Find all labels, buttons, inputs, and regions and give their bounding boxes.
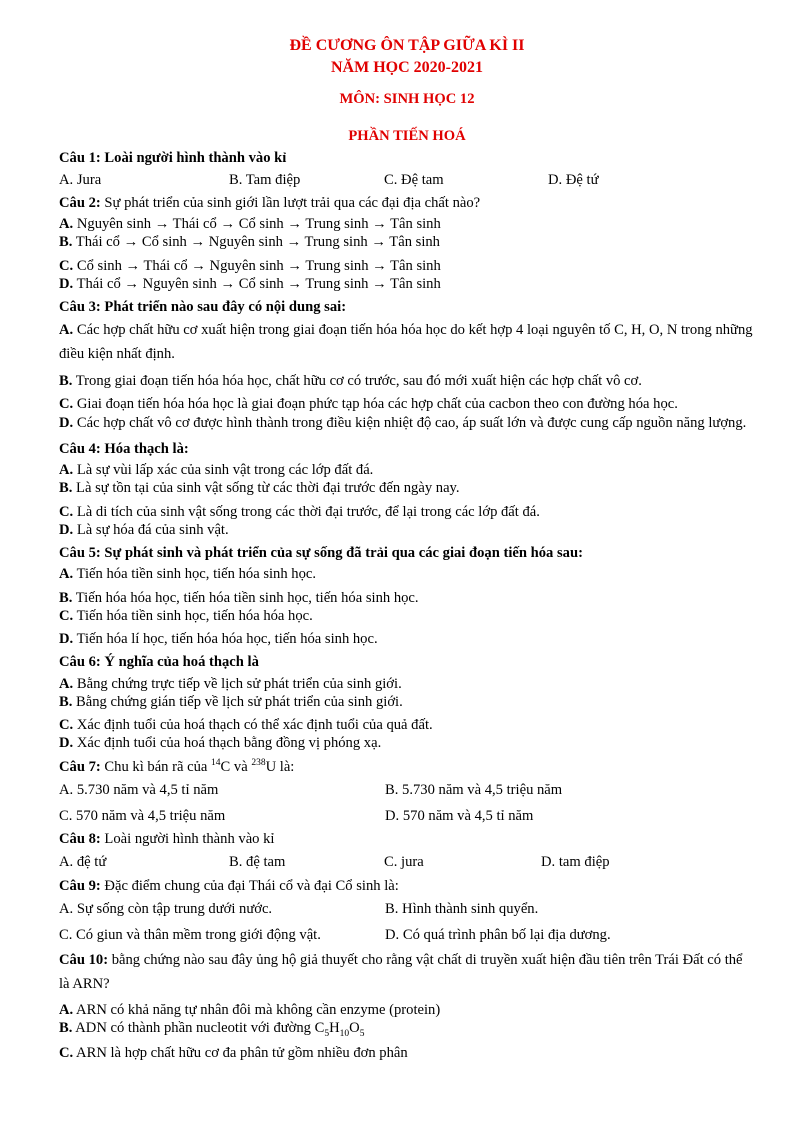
question-text: Câu 9: Đặc điểm chung của đại Thái cổ và đại Cổ sinh là: <box>59 877 399 894</box>
option-d: D. Xác định tuổi của hoá thạch bằng đồng vị phóng xạ. <box>59 735 382 752</box>
option-a: A. 5.730 năm và 4,5 tỉ năm <box>59 781 219 798</box>
option-a: A. Bằng chứng trực tiếp về lịch sử phát triển của sinh giới. <box>59 675 402 692</box>
options-row <box>59 807 755 825</box>
question-4 <box>59 440 755 539</box>
option-d: D. Các hợp chất vô cơ được hình thành trong điều kiện nhiệt độ cao, áp suất lớn và được cung cấp nguồn năng lượng. <box>59 415 747 432</box>
option-d: D. Đệ tứ <box>548 171 599 188</box>
question-text: Câu 10: bằng chứng nào sau đây ủng hộ giả thuyết cho rằng vật chất di truyền xuất hiện đầu tiên trên Trái Đất có thể là ARN? <box>59 952 743 993</box>
option-a: A. ARN có khả năng tự nhân đôi mà không cần enzyme (protein) <box>59 1001 441 1018</box>
option-a: A. đệ tứ <box>59 854 107 871</box>
question-5 <box>59 544 755 648</box>
option-d: D. Tiến hóa lí học, tiến hóa hóa học, tiến hóa sinh học. <box>59 631 378 648</box>
question-10 <box>59 949 755 1062</box>
question-text: Câu 8: Loài người hình thành vào kỉ <box>59 831 275 848</box>
option-c: C. Cổ sinh → Thái cổ → Nguyên sinh → Trung sinh → Tân sinh <box>59 257 441 274</box>
option-a: A. Các hợp chất hữu cơ xuất hiện trong giai đoạn tiến hóa hóa học do kết hợp 4 loại nguyên tố C, H, O, N trong những điều kiện nhất định. <box>59 322 753 362</box>
section-title: PHẦN TIẾN HOÁ <box>348 128 466 145</box>
option-b: B. 5.730 năm và 4,5 triệu năm <box>385 781 563 798</box>
question-7 <box>59 758 755 826</box>
option-c: C. Xác định tuổi của hoá thạch có thể xác định tuổi của quả đất. <box>59 717 433 734</box>
option-b: B. Trong giai đoạn tiến hóa hóa học, chất hữu cơ có trước, sau đó mới xuất hiện các hợp chất vô cơ. <box>59 372 642 389</box>
question-text: Câu 2: Sự phát triển của sinh giới lần lượt trải qua các đại địa chất nào? <box>59 194 481 211</box>
option-b: B. Thái cổ → Cổ sinh → Nguyên sinh → Trung sinh → Tân sinh <box>59 234 440 251</box>
question-2 <box>59 194 755 293</box>
option-c: C. Là di tích của sinh vật sống trong các thời đại trước, để lại trong các lớp đất đá. <box>59 503 540 520</box>
question-text: Câu 1: Loài người hình thành vào kỉ <box>59 150 287 167</box>
option-a: A. Nguyên sinh → Thái cổ → Cổ sinh → Trung sinh → Tân sinh <box>59 216 441 233</box>
option-a: A. Jura <box>59 171 102 188</box>
school-year: NĂM HỌC 2020-2021 <box>331 59 483 76</box>
option-d: D. Là sự hóa đá của sinh vật. <box>59 521 229 538</box>
option-d: D. 570 năm và 4,5 tỉ năm <box>385 807 534 824</box>
option-b: B. Bằng chứng gián tiếp về lịch sử phát triển của sinh giới. <box>59 693 403 710</box>
question-8 <box>59 830 755 871</box>
question-text: Câu 7: Chu kì bán rã của $^{14}$C và $^{238}$U là: <box>59 757 295 775</box>
question-text: Câu 4: Hóa thạch là: <box>59 440 189 457</box>
question-text: Câu 5: Sự phát sinh và phát triển của sự sống đã trải qua các giai đoạn tiến hóa sau: <box>59 545 583 562</box>
option-c: C. 570 năm và 4,5 triệu năm <box>59 807 226 824</box>
option-d: D. Có quá trình phân bố lại địa dương. <box>385 927 611 944</box>
options-row <box>59 900 755 918</box>
option-c: C. Đệ tam <box>384 171 444 188</box>
option-c: C. ARN là hợp chất hữu cơ đa phân tử gồm nhiều đơn phân <box>59 1045 408 1062</box>
option-b: B. Tam điệp <box>229 171 301 188</box>
question-text: Câu 6: Ý nghĩa của hoá thạch là <box>59 654 259 671</box>
question-3 <box>59 298 755 435</box>
option-a: A. Là sự vùi lấp xác của sinh vật trong các lớp đất đá. <box>59 462 374 479</box>
subject-title: MÔN: SINH HỌC 12 <box>339 91 475 107</box>
option-c: C. Tiến hóa tiền sinh học, tiến hóa hóa học. <box>59 607 313 624</box>
options-row <box>59 171 755 189</box>
option-c: C. Có giun và thân mềm trong giới động vật. <box>59 927 321 944</box>
option-c: C. Giai đoạn tiến hóa hóa học là giai đoạn phức tạp hóa các hợp chất của cacbon theo con đường hóa học. <box>59 395 678 412</box>
options-row <box>59 926 755 944</box>
question-9 <box>59 877 755 945</box>
option-b: B. Tiến hóa hóa học, tiến hóa tiền sinh học, tiến hóa sinh học. <box>59 589 419 606</box>
question-text: Câu 3: Phát triển nào sau đây có nội dung sai: <box>59 299 347 316</box>
document-title: ĐỀ CƯƠNG ÔN TẬP GIỮA KÌ II <box>289 37 525 54</box>
options-row <box>59 853 755 871</box>
option-b: B. ADN có thành phần nucleotit với đường $C_5H_{10}O_5$ <box>59 1019 365 1039</box>
option-c: C. jura <box>384 854 424 871</box>
option-b: B. Hình thành sinh quyển. <box>385 900 539 917</box>
options-row <box>59 781 755 799</box>
option-a: A. Tiến hóa tiền sinh học, tiến hóa sinh học. <box>59 566 317 583</box>
option-d: D. tam điệp <box>541 854 610 871</box>
option-a: A. Sự sống còn tập trung dưới nước. <box>59 900 273 917</box>
question-6 <box>59 653 755 752</box>
question-1 <box>59 149 755 188</box>
option-d: D. Thái cổ → Nguyên sinh → Cổ sinh → Trung sinh → Tân sinh <box>59 275 441 292</box>
option-b: B. đệ tam <box>229 854 286 871</box>
option-b: B. Là sự tồn tại của sinh vật sống từ các thời đại trước đến ngày nay. <box>59 480 460 497</box>
